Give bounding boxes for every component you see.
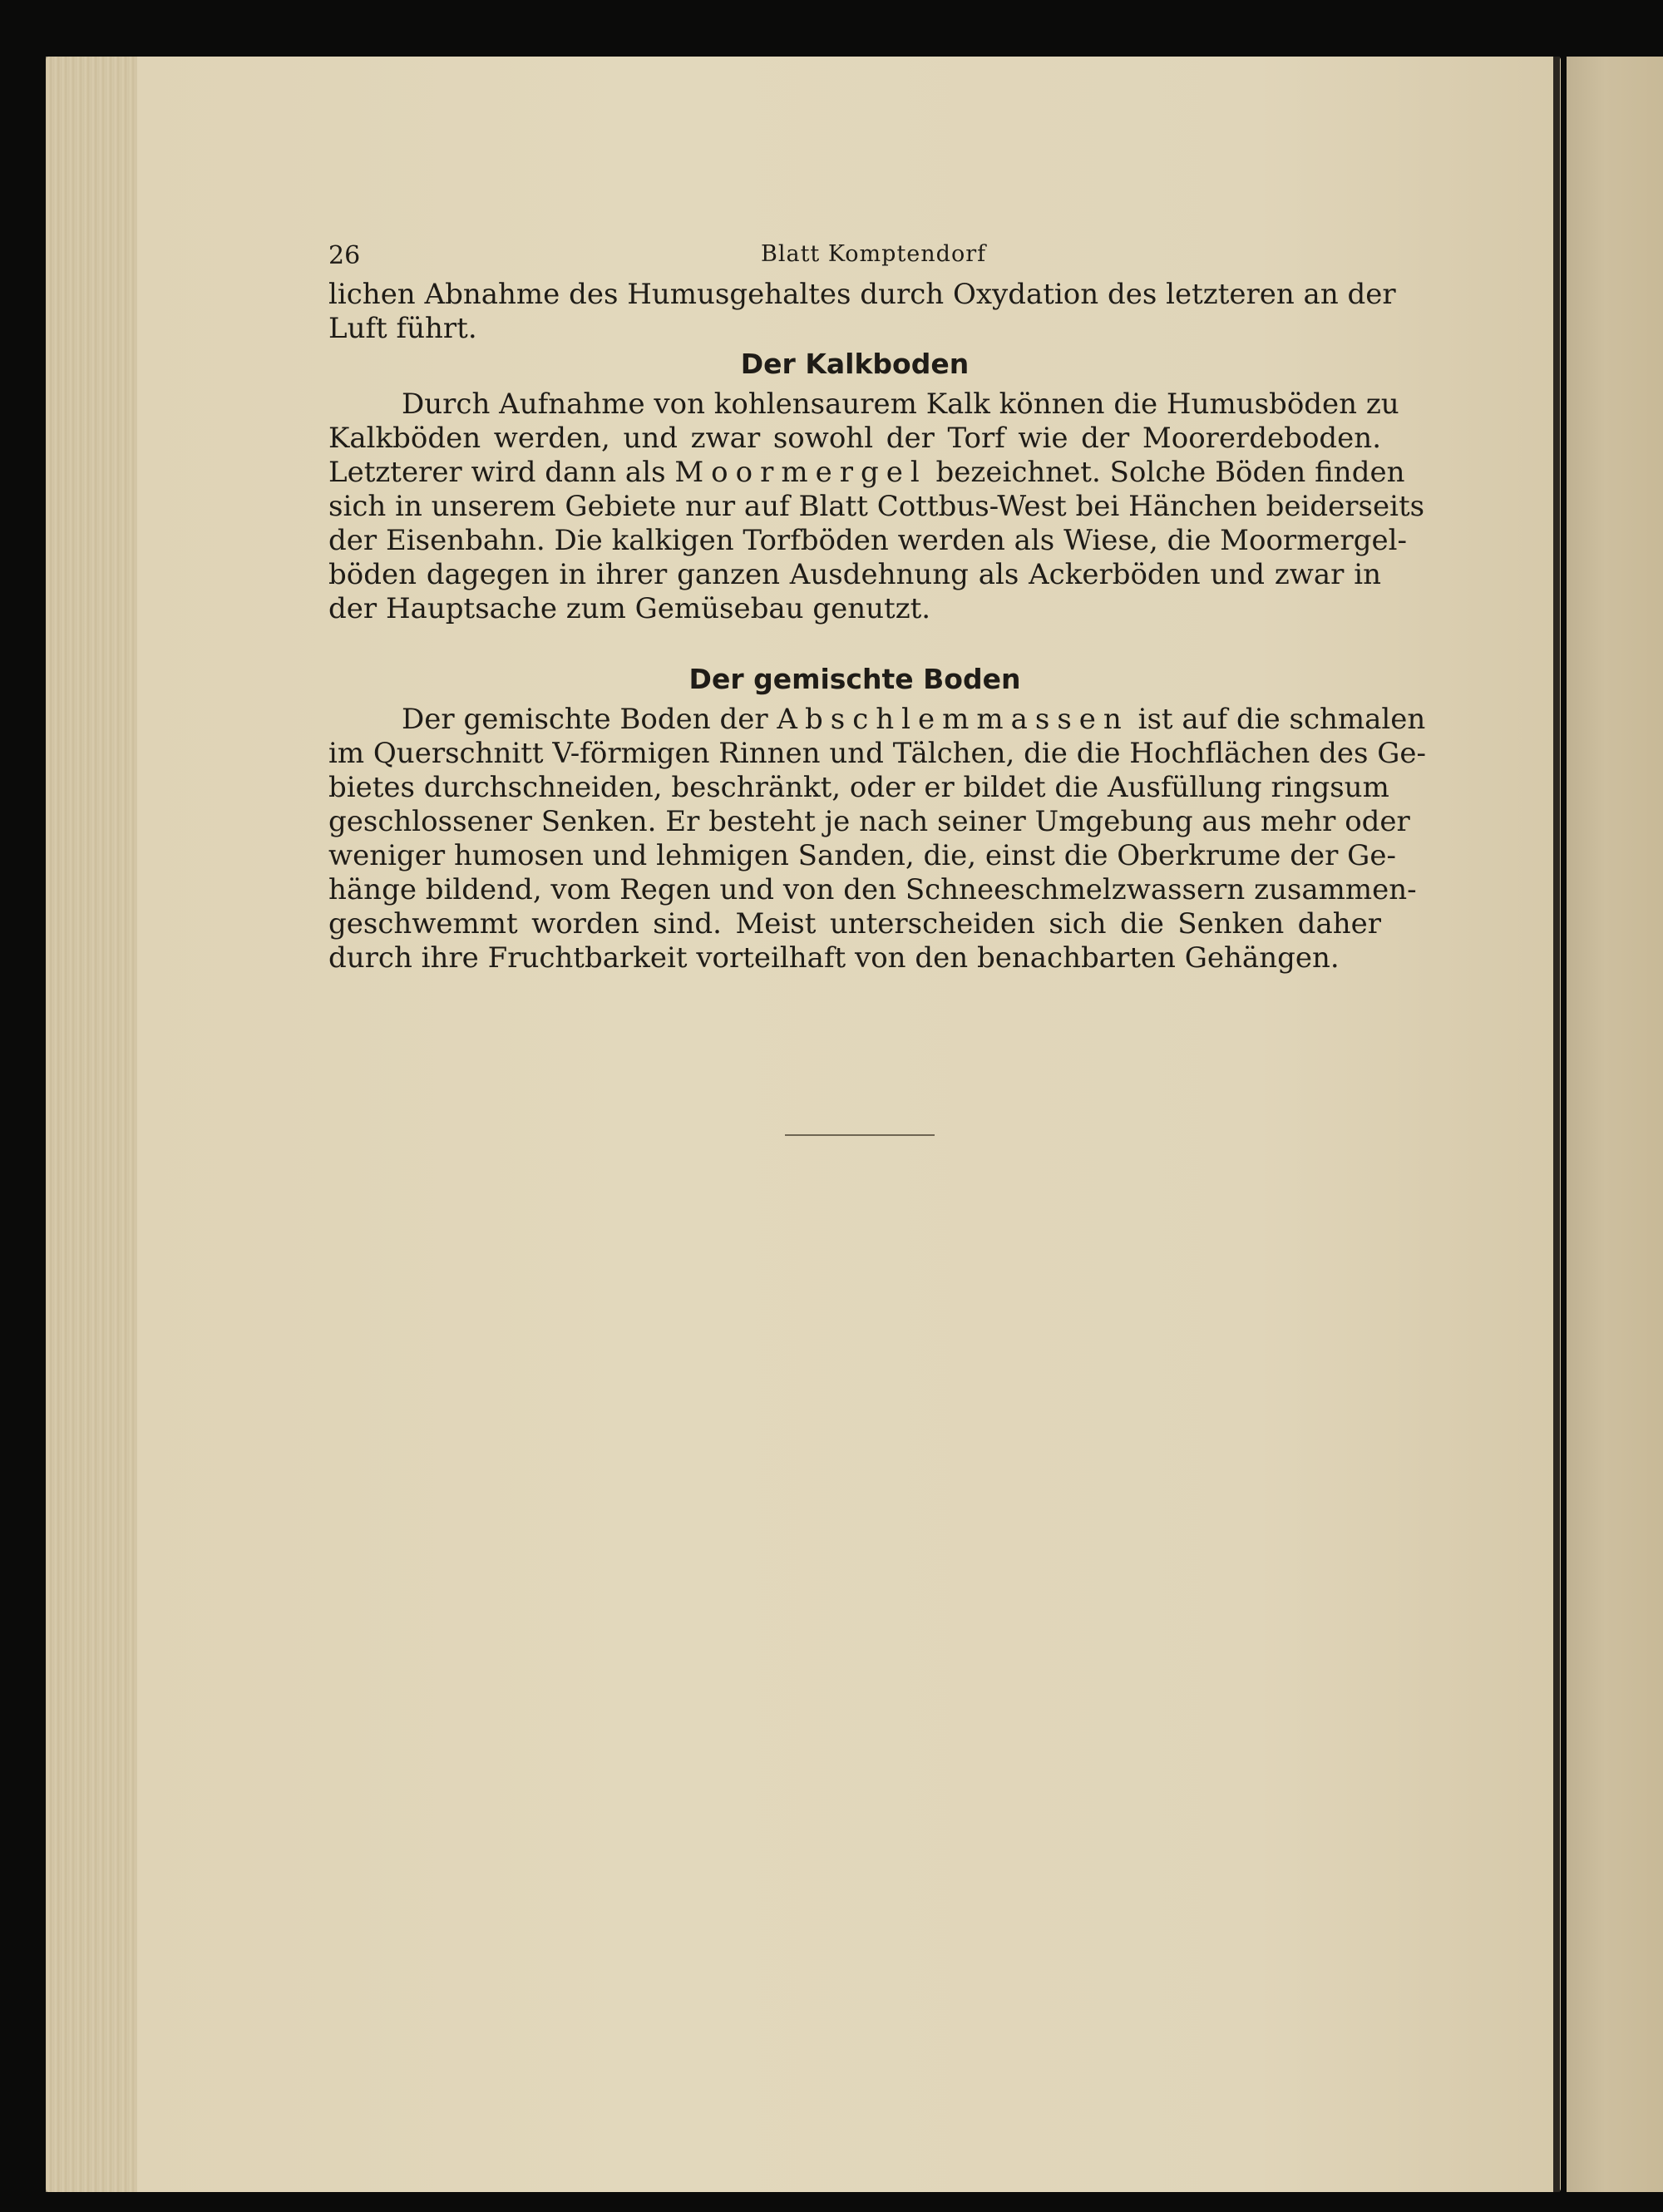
section-heading-gemischter-boden: Der gemischte Boden — [688, 663, 1021, 695]
text-line: sich in unserem Gebiete nur auf Blatt Cottbus-West bei Hänchen beiderseits — [328, 490, 1425, 523]
running-head — [328, 241, 1381, 278]
text-line: durch ihre Fruchtbarkeit vorteilhaft von den benachbarten Gehängen. — [328, 941, 1340, 975]
text-line: geschwemmt worden sind. Meist unterscheiden sich die Senken daher — [328, 907, 1381, 941]
end-rule — [785, 1134, 935, 1136]
text-line: weniger humosen und lehmigen Sanden, die, einst die Oberkrume der Ge- — [328, 839, 1396, 872]
text-line: der Hauptsache zum Gemüsebau genutzt. — [328, 592, 931, 625]
text-line: hänge bildend, vom Regen und von den Schneeschmelzwassern zusammen- — [328, 873, 1417, 906]
spaced-term-abschlemmassen: Abschlemmassen — [777, 703, 1129, 736]
text-line: geschlossener Senken. Er besteht je nach seiner Umgebung aus mehr oder — [328, 805, 1410, 838]
text-line: Durch Aufnahme von kohlensaurem Kalk können die Humusböden zu — [402, 388, 1399, 421]
paragraph-gemischter-boden — [328, 703, 1426, 975]
page-number: 26 — [328, 241, 361, 270]
adjacent-page-edge — [1567, 57, 1663, 2192]
page-content — [328, 241, 1426, 975]
book-gutter — [1553, 57, 1560, 2192]
page-edges — [46, 57, 137, 2192]
text-line: Der gemischte Boden der Abschlemmassen ist auf die schmalen — [402, 703, 1426, 736]
text-line: Letzterer wird dann als Moormergel bezeichnet. Solche Böden finden — [328, 456, 1405, 489]
text-line: der Eisenbahn. Die kalkigen Torfböden werden als Wiese, die Moormergel- — [328, 524, 1408, 557]
continuation-paragraph — [328, 278, 1396, 346]
running-head-title: Blatt Komptendorf — [761, 241, 987, 267]
text-line: lichen Abnahme des Humusgehaltes durch Oxydation des letzteren an der — [328, 278, 1396, 311]
paragraph-kalkboden — [328, 388, 1425, 626]
text-line: Luft führt. — [328, 312, 477, 345]
section-heading-kalkboden: Der Kalkboden — [740, 348, 970, 380]
spaced-term-moormergel: Moormergel — [674, 456, 927, 489]
text-line: böden dagegen in ihrer ganzen Ausdehnung als Ackerböden und zwar in — [328, 558, 1381, 591]
text-line: bietes durchschneiden, beschränkt, oder er bildet die Ausfüllung ringsum — [328, 771, 1389, 804]
text-line: Kalkböden werden, und zwar sowohl der Torf wie der Moorerdeboden. — [328, 422, 1381, 455]
text-line: im Querschnitt V-förmigen Rinnen und Tälchen, die die Hochflächen des Ge- — [328, 737, 1426, 770]
